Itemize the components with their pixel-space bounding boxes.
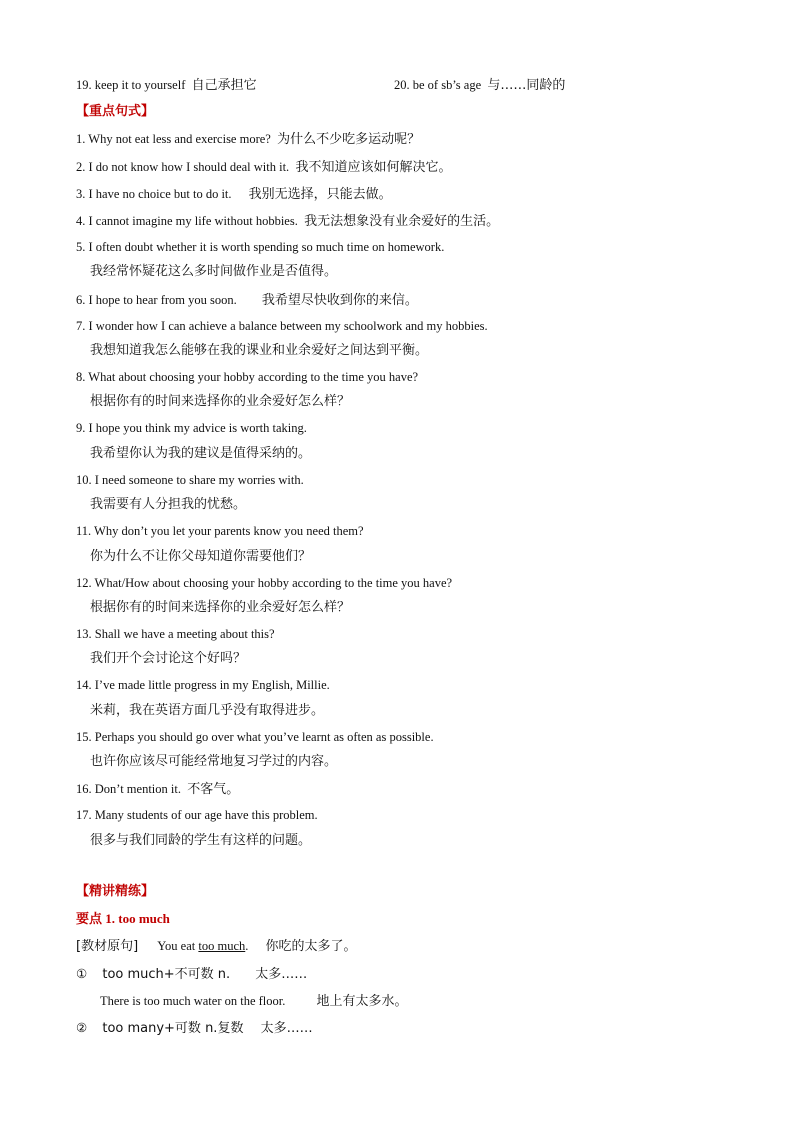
sentence-10-en: 10. I need someone to share my worries with. [76, 473, 304, 487]
sentence-6-zh: 我希望尽快收到你的来信。 [261, 293, 418, 308]
sentence-4 [76, 213, 499, 230]
vocab-item-19-en: 19. keep it to yourself [76, 78, 186, 92]
sentence-15-zh: 也许你应该尽可能经常地复习学过的内容。 [90, 754, 338, 769]
rule-2 [76, 1020, 313, 1037]
sentence-17-zh: 很多与我们同龄的学生有这样的问题。 [90, 833, 312, 848]
sentence-16-zh: 不客气。 [187, 782, 240, 797]
sentence-1 [76, 131, 420, 148]
section-heading-key-sentences: 【重点句式】 [76, 104, 155, 119]
section-heading-practice: 【精讲精练】 [76, 884, 155, 899]
sentence-12-zh: 根据你有的时间来选择你的业余爱好怎么样？ [90, 600, 351, 615]
sentence-3-en: 3. I have no choice but to do it. [76, 187, 232, 201]
sentence-8-en: 8. What about choosing your hobby according to the time you have? [76, 370, 419, 384]
rule-1-text: too much+不可数 n. [102, 967, 231, 982]
sentence-1-zh: 为什么不少吃多运动呢？ [277, 132, 421, 147]
sentence-4-zh: 我无法想象没有业余爱好的生活。 [304, 214, 500, 229]
sentence-8-zh: 根据你有的时间来选择你的业余爱好怎么样？ [90, 394, 351, 409]
sentence-1-en: 1. Why not eat less and exercise more? [76, 132, 271, 146]
sentence-11-zh: 你为什么不让你父母知道你需要他们？ [90, 549, 312, 564]
source-en-before: You eat [157, 939, 199, 953]
sentence-5-zh: 我经常怀疑花这么多时间做作业是否值得。 [90, 264, 338, 279]
sentence-6-en: 6. I hope to hear from you soon. [76, 293, 237, 307]
source-zh: 你吃的太多了。 [265, 939, 357, 954]
vocab-item-20 [394, 77, 565, 94]
source-en-underlined: too much [198, 939, 246, 953]
rule-1-example-en: There is too much water on the floor. [100, 994, 286, 1008]
sentence-2-en: 2. I do not know how I should deal with it. [76, 160, 290, 174]
sentence-2-zh: 我不知道应该如何解决它。 [295, 160, 452, 175]
rule-1 [76, 966, 307, 983]
sentence-7-en: 7. I wonder how I can achieve a balance between my schoolwork and my hobbies. [76, 319, 488, 333]
sentence-14-en: 14. I’ve made little progress in my English, Millie. [76, 678, 330, 692]
sentence-15-en: 15. Perhaps you should go over what you’ve learnt as often as possible. [76, 730, 434, 744]
rule-2-text: too many+可数 n.复数 [102, 1021, 244, 1036]
sentence-16 [76, 781, 239, 798]
sentence-11-en: 11. Why don’t you let your parents know you need them? [76, 524, 364, 538]
sentence-2 [76, 159, 451, 176]
rule-2-marker: ② [76, 1021, 88, 1035]
sentence-17-en: 17. Many students of our age have this problem. [76, 808, 318, 822]
sentence-9-zh: 我希望你认为我的建议是值得采纳的。 [90, 446, 312, 461]
sentence-14-zh: 米莉，我在英语方面几乎没有取得进步。 [90, 703, 325, 718]
sentence-6 [76, 292, 418, 309]
sentence-5-en: 5. I often doubt whether it is worth spending so much time on homework. [76, 240, 445, 254]
vocab-item-20-en: 20. be of sb’s age [394, 78, 482, 92]
sentence-13-zh: 我们开个会讨论这个好吗？ [90, 651, 247, 666]
vocab-item-19 [76, 77, 257, 94]
sentence-12-en: 12. What/How about choosing your hobby according to the time you have? [76, 576, 453, 590]
rule-2-meaning: 太多…… [260, 1021, 313, 1036]
vocab-item-19-zh: 自己承担它 [191, 78, 257, 93]
source-en-after: . [245, 939, 249, 953]
sentence-3 [76, 186, 392, 203]
sentence-4-en: 4. I cannot imagine my life without hobbies. [76, 214, 298, 228]
vocab-item-20-zh: 与……同龄的 [487, 78, 566, 93]
rule-1-marker: ① [76, 967, 88, 981]
rule-1-example [100, 993, 408, 1010]
rule-1-meaning: 太多…… [255, 967, 308, 982]
rule-1-example-zh: 地上有太多水。 [316, 994, 408, 1009]
point-1-title: 要点 1. too much [76, 911, 170, 926]
textbook-source-sentence [76, 938, 357, 955]
sentence-3-zh: 我别无选择，只能去做。 [248, 187, 392, 202]
sentence-7-zh: 我想知道我怎么能够在我的课业和业余爱好之间达到平衡。 [90, 343, 429, 358]
source-label: [教材原句] [76, 939, 139, 954]
sentence-13-en: 13. Shall we have a meeting about this? [76, 627, 275, 641]
sentence-9-en: 9. I hope you think my advice is worth taking. [76, 421, 307, 435]
sentence-10-zh: 我需要有人分担我的忧愁。 [90, 497, 247, 512]
sentence-16-en: 16. Don’t mention it. [76, 782, 181, 796]
